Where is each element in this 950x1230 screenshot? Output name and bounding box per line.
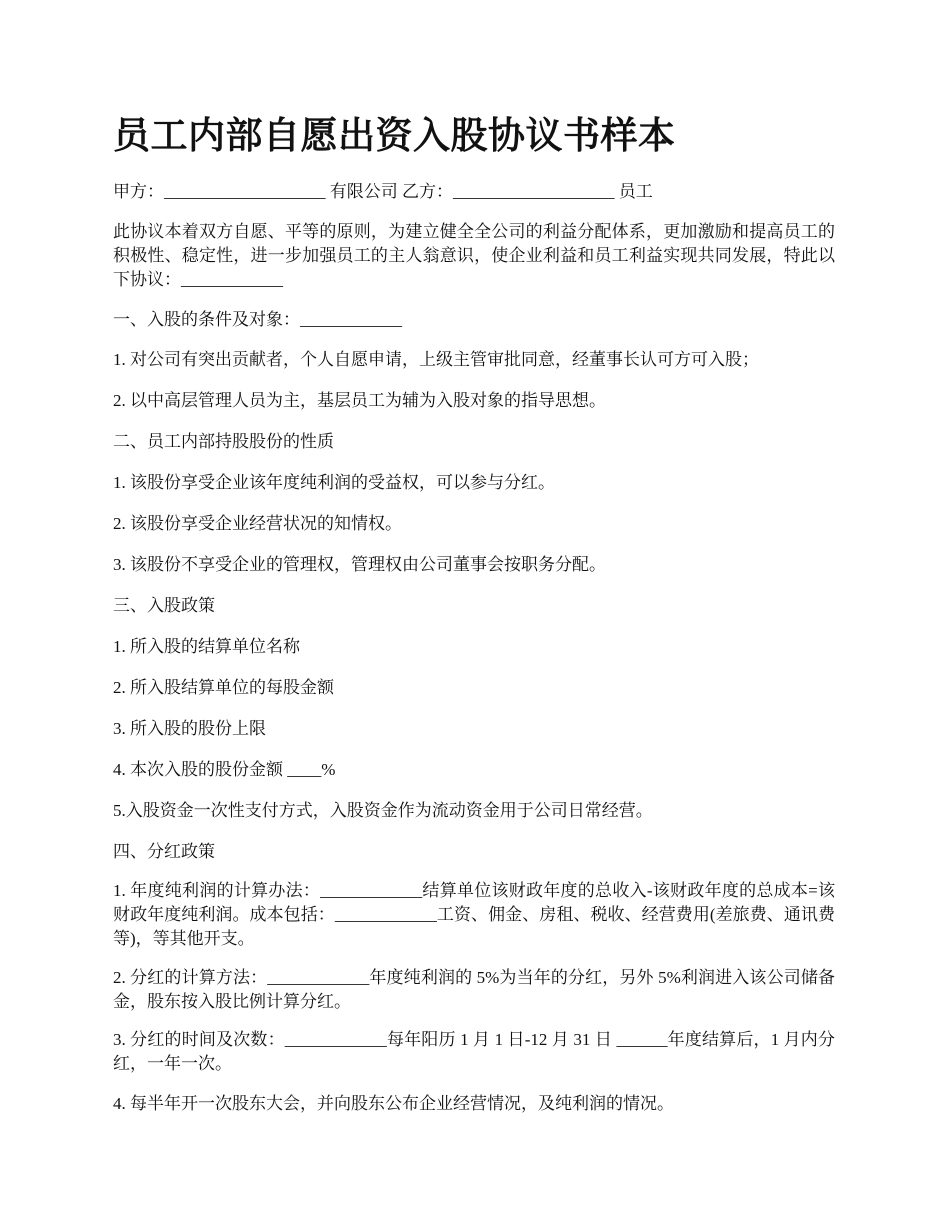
clause-3-4: 4. 本次入股的股份金额 ____% (113, 760, 336, 779)
clause-3-2: 2. 所入股结算单位的每股金额 (113, 678, 334, 697)
clause-4-4: 4. 每半年开一次股东大会，并向股东公布企业经营情况，及纯利润的情况。 (113, 1094, 674, 1113)
clause-2-1: 1. 该股份享受企业该年度纯利润的受益权，可以参与分红。 (113, 473, 555, 492)
clause-3-3: 3. 所入股的股份上限 (113, 719, 266, 738)
clause-4-1: 1. 年度纯利润的计算办法：____________结算单位该财政年度的总收入-该财政年度的总成本=该财政年度纯利润。成本包括：____________工资、佣金、房租、税收、经营费用(差旅费、通讯费等)，等其他开支。 (113, 881, 835, 948)
clause-4-2: 2. 分红的计算方法：____________年度纯利润的 5%为当年的分红，另外 5%利润进入该公司储备金，股东按入股比例计算分红。 (113, 968, 835, 1011)
preamble-paragraph: 此协议本着双方自愿、平等的原则，为建立健全全公司的利益分配体系，更加激励和提高员工的积极性、稳定性，进一步加强员工的主人翁意识，使企业利益和员工利益实现共同发展，特此以下协议：____________ (113, 222, 835, 289)
document-title: 员工内部自愿出资入股协议书样本 (113, 114, 676, 157)
section-heading-1: 一、入股的条件及对象：____________ (113, 310, 402, 329)
clause-3-1: 1. 所入股的结算单位名称 (113, 637, 300, 656)
clause-3-5: 5.入股资金一次性支付方式，入股资金作为流动资金用于公司日常经营。 (113, 801, 653, 820)
clause-2-3: 3. 该股份不享受企业的管理权，管理权由公司董事会按职务分配。 (113, 555, 606, 574)
party-line: 甲方：___________________ 有限公司 乙方：___________________ 员工 (113, 182, 653, 201)
section-heading-4: 四、分红政策 (113, 842, 215, 861)
clause-1-2: 2. 以中高层管理人员为主，基层员工为辅为入股对象的指导思想。 (113, 391, 606, 410)
clause-2-2: 2. 该股份享受企业经营状况的知情权。 (113, 514, 402, 533)
section-heading-3: 三、入股政策 (113, 596, 215, 615)
section-heading-2: 二、员工内部持股股份的性质 (113, 432, 334, 451)
clause-4-3: 3. 分红的时间及次数：____________每年阳历 1 月 1 日-12 月 31 日 ______年度结算后，1 月内分红，一年一次。 (113, 1030, 835, 1073)
clause-1-1: 1. 对公司有突出贡献者，个人自愿申请，上级主管审批同意，经董事长认可方可入股； (113, 350, 759, 369)
